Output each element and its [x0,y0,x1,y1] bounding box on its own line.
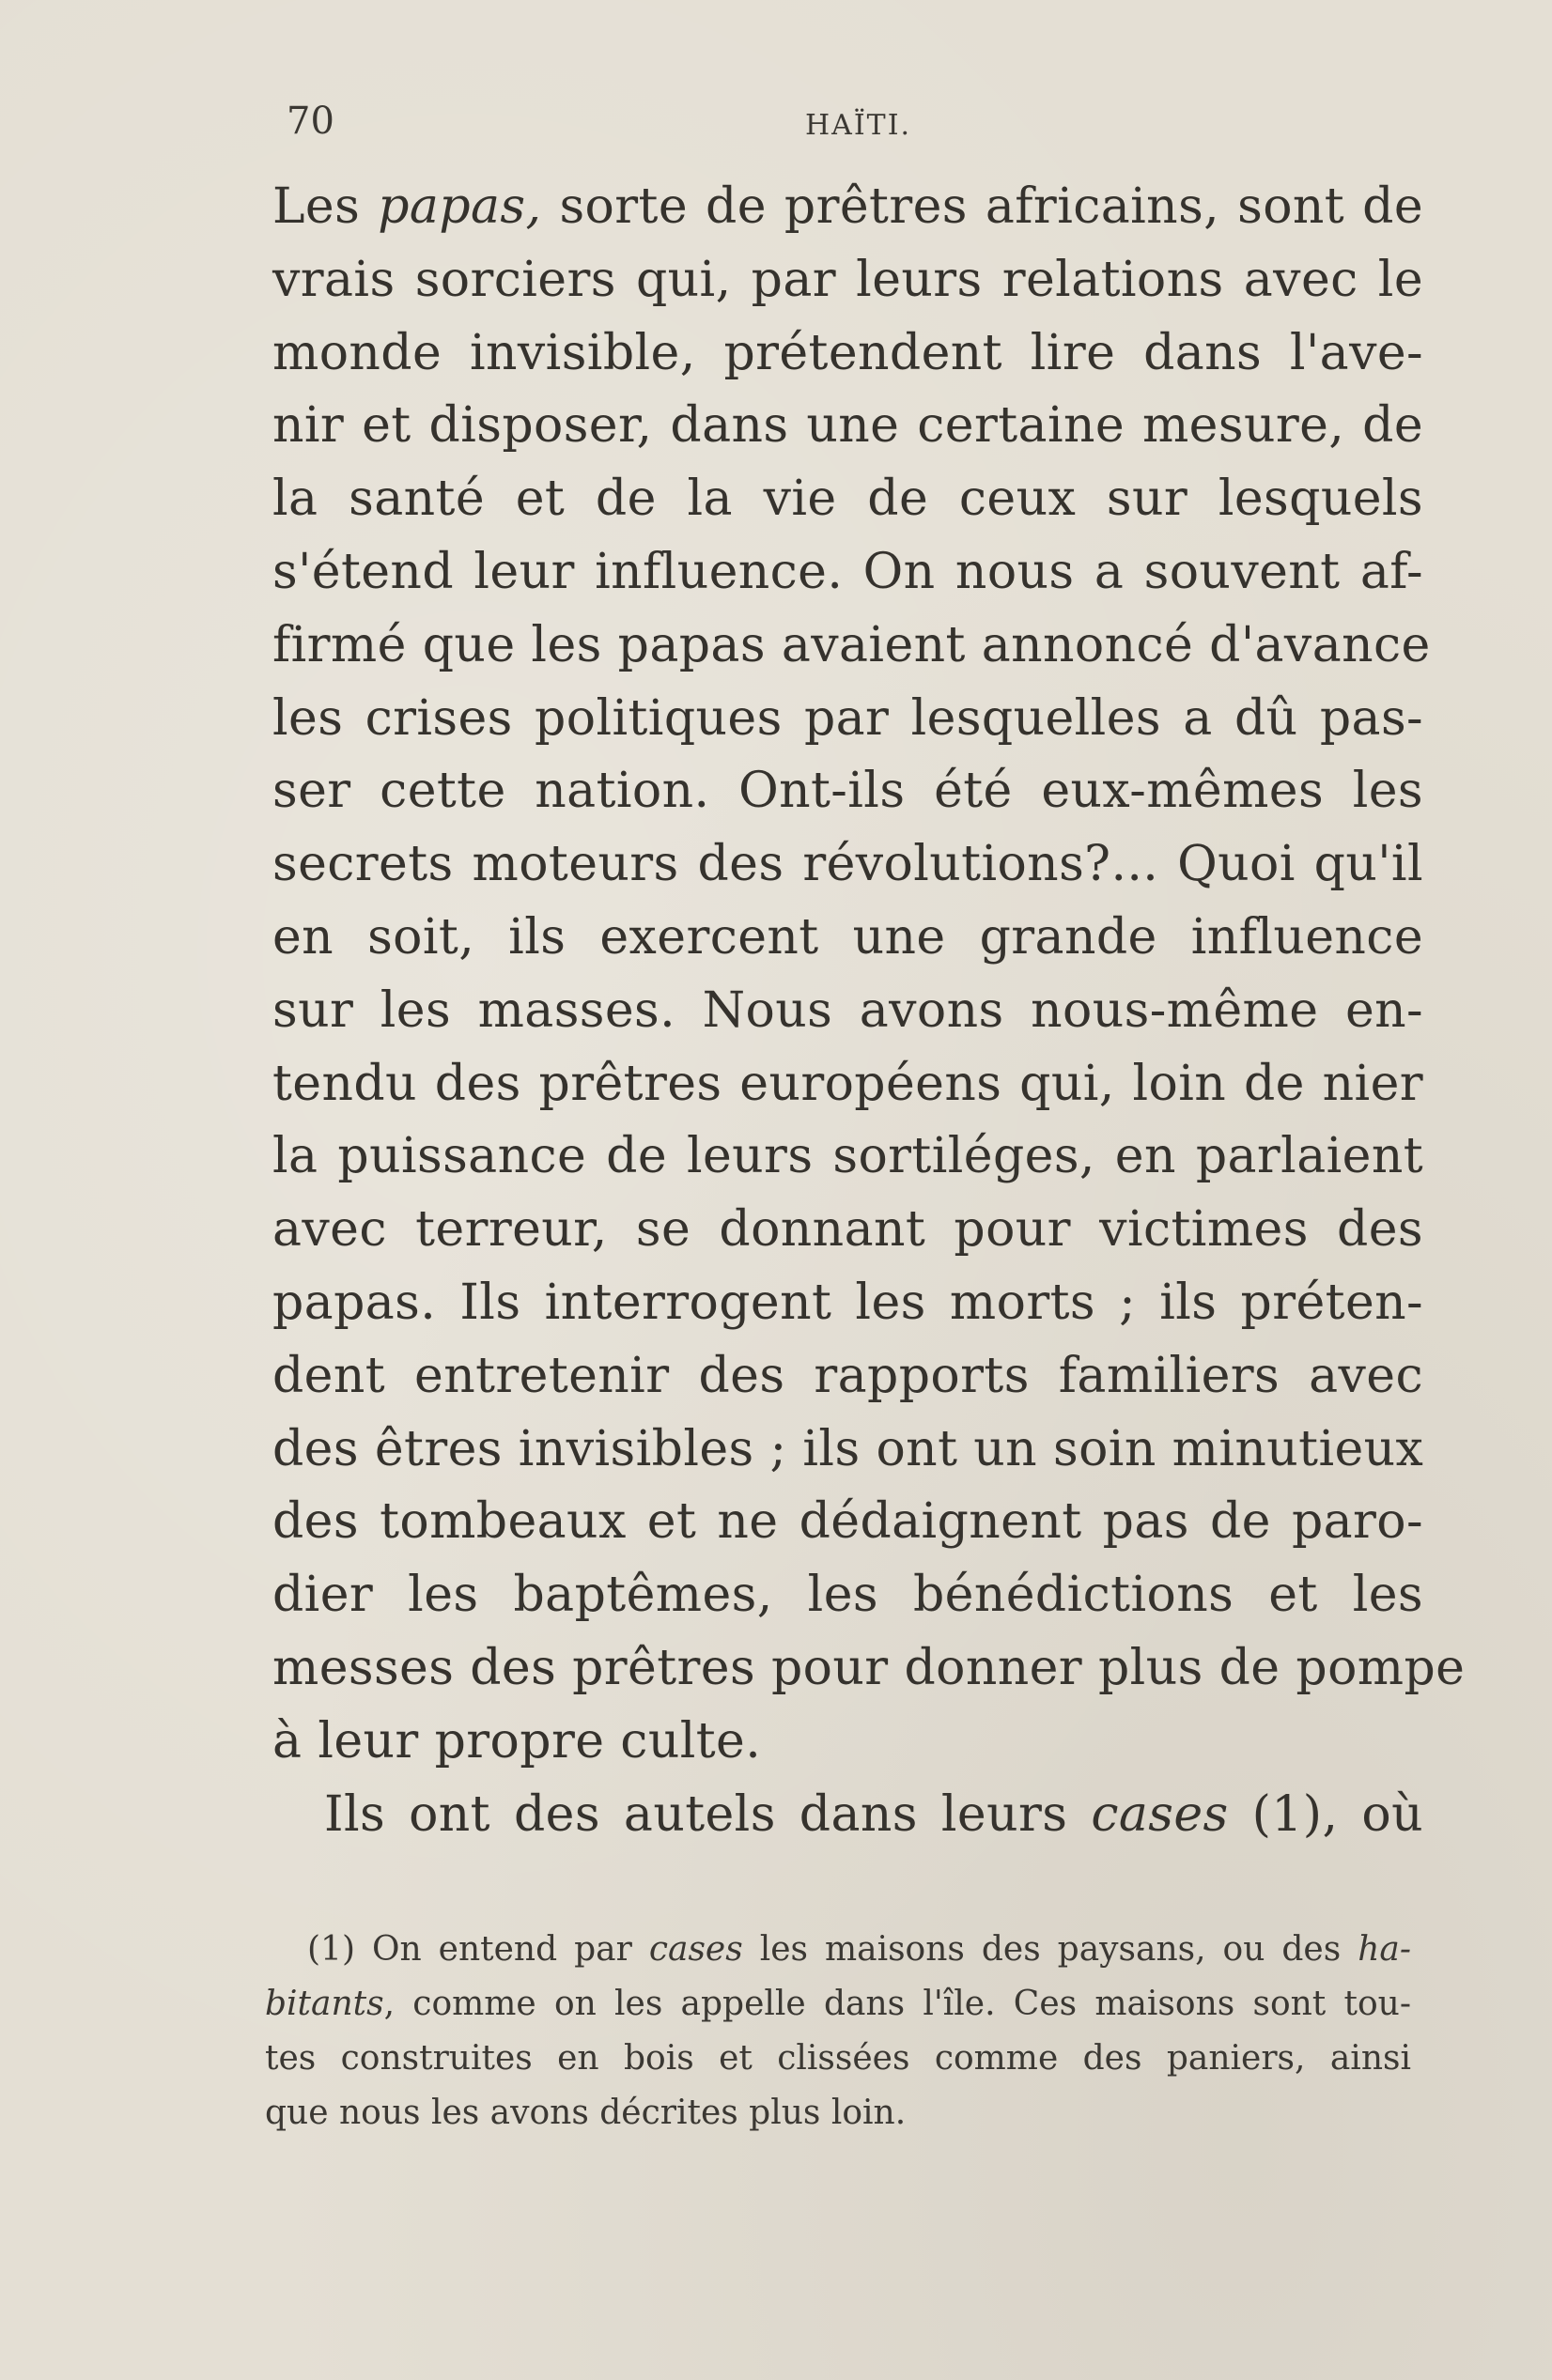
body-line: Ils ont des autels dans leurs cases (1), où [324,1785,1423,1843]
body-line: des tombeaux et ne dédaignent pas de paro- [272,1493,1423,1551]
body-line: sur les masses. Nous avons nous-même en- [272,981,1423,1039]
body-line: ser cette nation. Ont-ils été eux-mêmes les [272,763,1423,820]
footnote-line: que nous les avons décrites plus loin. [265,2094,907,2132]
body-line: en soit, ils exercent une grande influence [272,908,1423,966]
italic-term: ha- [1358,1930,1411,1969]
body-line: Les papas, sorte de prêtres africains, sont de [272,178,1423,235]
body-line: les crises politiques par lesquelles a dû pas- [272,689,1423,747]
italic-term: cases [648,1930,743,1969]
body-line: à leur propre culte. [272,1712,762,1770]
italic-term: cases [1091,1785,1229,1843]
body-line: firmé que les papas avaient annoncé d'avance [272,616,1431,673]
body-line: papas. Ils interrogent les morts ; ils préten- [272,1274,1423,1331]
body-line: la santé et de la vie de ceux sur lesquels [272,471,1423,528]
body-line: s'étend leur influence. On nous a souvent af- [272,543,1423,600]
body-text [272,171,1466,1851]
body-line: dent entretenir des rapports familiers avec [272,1347,1423,1404]
footnote-line: tes construites en bois et clissées comme des paniers, ainsi [265,2039,1411,2078]
running-title: HAÏTI. [805,109,912,142]
page-number: 70 [287,100,334,143]
italic-term: papas, [378,178,542,235]
footnote-line: (1) On entend par cases les maisons des paysans, ou des ha- [307,1930,1411,1969]
body-line: la puissance de leurs sortiléges, en parlaient [272,1128,1423,1185]
body-line: vrais sorciers qui, par leurs relations avec le [272,251,1423,308]
body-line: dier les baptêmes, les bénédictions et les [272,1567,1423,1624]
footnote-line: bitants, comme on les appelle dans l'île. Ces maisons sont tou- [265,1985,1411,2023]
body-line: messes des prêtres pour donner plus de pompe [272,1639,1466,1696]
body-line: monde invisible, prétendent lire dans l'ave- [272,324,1423,381]
body-line: secrets moteurs des révolutions?... Quoi qu'il [272,836,1423,893]
italic-term: bitants [265,1985,384,2023]
body-line: des êtres invisibles ; ils ont un soin minutieux [272,1420,1424,1477]
running-head [287,94,1414,160]
body-line: avec terreur, se donnant pour victimes des [272,1201,1423,1259]
footnote [265,1923,1411,2140]
body-line: nir et disposer, dans une certaine mesure, de [272,397,1423,455]
body-line: tendu des prêtres européens qui, loin de nier [272,1055,1423,1112]
